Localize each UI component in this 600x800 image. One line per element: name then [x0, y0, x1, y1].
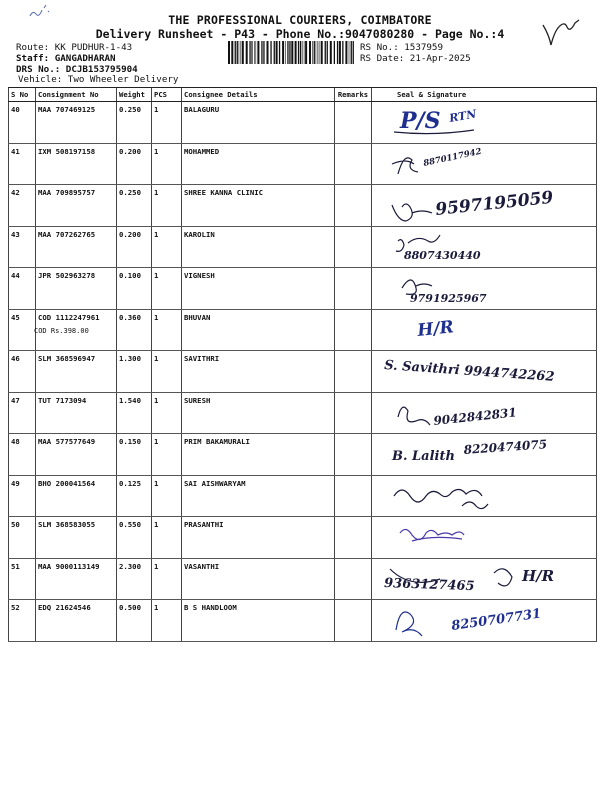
cell-sno-text: 44 [11, 271, 20, 280]
cell-weight-text: 0.100 [119, 271, 141, 280]
signature-handwriting: 9791925967 [410, 292, 487, 305]
cell-consignee [182, 226, 335, 268]
handwritten-signature [372, 517, 597, 557]
signature-stroke [400, 529, 464, 539]
cell-consignment-text: BHO 200041564 [38, 478, 96, 488]
cell-signature [372, 185, 597, 227]
cell-signature [372, 102, 597, 144]
cell-consignment-text: SLM 368583055 [38, 520, 96, 529]
cell-sno [9, 392, 36, 434]
cell-weight-text: 0.125 [119, 478, 141, 488]
cell-weight-text: 0.500 [119, 603, 141, 612]
cell-consignment [36, 309, 117, 351]
drs-label: DRS No.: DCJB153795904 [16, 64, 138, 75]
cell-remarks [335, 351, 372, 393]
cell-pcs [152, 517, 182, 559]
cell-consignment-text: SLM 368596947 [38, 354, 96, 363]
cell-sno [9, 600, 36, 642]
cell-consignment-text: MAA 9000113149 [38, 561, 100, 571]
cell-pcs [152, 558, 182, 600]
cell-pcs [152, 600, 182, 642]
cell-sno-text: 46 [11, 354, 20, 363]
cell-remarks [335, 392, 372, 434]
cell-consignee [182, 102, 335, 144]
cell-weight [117, 143, 152, 185]
table-row [9, 434, 597, 476]
runsheet-title: Delivery Runsheet - P43 - Phone No.:9047080280 - Page No.:4 [95, 27, 505, 41]
cell-sno-text: 45 [11, 312, 20, 322]
cell-pcs-text: 1 [154, 354, 159, 363]
cell-pcs [152, 226, 182, 268]
cell-sno-text: 41 [11, 146, 20, 156]
table-row [9, 351, 597, 393]
cell-signature [372, 309, 597, 351]
cell-weight-text: 0.250 [119, 105, 141, 114]
rs-date: RS Date: 21-Apr-2025 [360, 53, 471, 64]
table-row [9, 600, 597, 642]
company-title: THE PROFESSIONAL COURIERS, COIMBATORE [168, 13, 432, 27]
vehicle-label: Vehicle: Two Wheeler Delivery [18, 74, 179, 85]
cell-sno [9, 517, 36, 559]
cell-signature [372, 351, 597, 393]
staff-label: Staff: GANGADHARAN [16, 53, 116, 64]
cell-weight [117, 517, 152, 559]
cell-consignee-text: PRASANTHI [184, 520, 224, 529]
cell-consignment [36, 351, 117, 393]
signature-handwriting: 9042842831 [432, 404, 518, 428]
table-row [9, 143, 597, 185]
handwritten-signature [372, 144, 597, 184]
cell-consignee-text: B S HANDLOOM [184, 603, 237, 612]
cod-amount: COD Rs.398.00 [34, 326, 89, 335]
col-header-consignment: Consignment No [36, 88, 117, 102]
cell-pcs-text: 1 [154, 437, 159, 446]
cell-pcs [152, 309, 182, 351]
cell-pcs-text: 1 [154, 395, 159, 405]
cell-weight-text: 0.200 [119, 229, 141, 239]
signature-stroke [462, 502, 488, 509]
cell-consignee-text: SAI AISHWARYAM [184, 478, 246, 488]
cell-signature [372, 226, 597, 268]
cell-consignee [182, 517, 335, 559]
signature-stroke [394, 489, 482, 502]
cell-signature [372, 268, 597, 310]
cell-consignment-text: EDQ 21624546 [38, 603, 91, 612]
cell-weight [117, 558, 152, 600]
col-header-sno: S No [9, 88, 36, 102]
cell-remarks [335, 268, 372, 310]
rs-number: RS No.: 1537959 [360, 42, 443, 53]
cell-consignment-text: IXM 508197158 [38, 146, 96, 156]
cell-sno [9, 102, 36, 144]
cell-pcs-text: 1 [154, 105, 159, 114]
signature-handwriting: H/R [416, 316, 455, 341]
cell-signature [372, 434, 597, 476]
table-row [9, 558, 597, 600]
cell-signature [372, 392, 597, 434]
cell-consignee-text: SHREE KANNA CLINIC [184, 188, 264, 197]
cell-consignment [36, 600, 117, 642]
cell-weight [117, 226, 152, 268]
cell-sno-text: 47 [11, 395, 20, 405]
cell-weight [117, 392, 152, 434]
table-row [9, 226, 597, 268]
handwritten-signature [372, 102, 597, 142]
cell-weight [117, 102, 152, 144]
cell-sno-text: 42 [11, 188, 20, 197]
cell-remarks [335, 558, 372, 600]
barcode [228, 41, 354, 64]
cell-consignee [182, 143, 335, 185]
cell-pcs-text: 1 [154, 312, 159, 322]
cell-remarks [335, 475, 372, 517]
handwritten-signature [372, 559, 597, 599]
cell-consignee-text: SAVITHRI [184, 354, 220, 363]
handwritten-signature [372, 227, 597, 267]
cell-consignment [36, 226, 117, 268]
cell-pcs-text: 1 [154, 561, 159, 571]
cell-remarks [335, 102, 372, 144]
cell-pcs [152, 475, 182, 517]
cell-pcs [152, 392, 182, 434]
handwritten-signature [372, 434, 597, 474]
cell-sno-text: 49 [11, 478, 20, 488]
cell-pcs [152, 185, 182, 227]
cell-consignment [36, 268, 117, 310]
signature-handwriting: 9363127465 [383, 575, 475, 594]
cell-consignment-text: MAA 577577649 [38, 437, 96, 446]
table-header-row [9, 88, 597, 102]
table-row [9, 517, 597, 559]
cell-weight-text: 2.300 [119, 561, 141, 571]
cell-pcs-text: 1 [154, 520, 159, 529]
handwritten-signature [372, 600, 597, 640]
cell-consignee-text: MOHAMMED [184, 146, 220, 156]
signature-stroke [398, 407, 430, 425]
signature-stroke [412, 537, 462, 541]
handwritten-signature [372, 351, 597, 391]
cell-consignment-text: MAA 709895757 [38, 188, 96, 197]
cell-pcs [152, 434, 182, 476]
cell-consignee-text: PRIM BAKAMURALI [184, 437, 250, 446]
cell-consignee [182, 475, 335, 517]
table-row [9, 309, 597, 351]
cell-sno [9, 185, 36, 227]
cell-weight [117, 434, 152, 476]
cell-sno [9, 475, 36, 517]
table-row [9, 268, 597, 310]
cell-sno-text: 51 [11, 561, 20, 571]
cell-consignee-text: BALAGURU [184, 105, 220, 114]
cell-signature [372, 475, 597, 517]
cell-consignee [182, 185, 335, 227]
handwritten-signature [372, 310, 597, 350]
cell-pcs-text: 1 [154, 188, 159, 197]
cell-weight-text: 0.550 [119, 520, 141, 529]
cell-consignment-text: TUT 7173094 [38, 395, 87, 405]
cell-remarks [335, 517, 372, 559]
signature-handwriting: P/S [400, 108, 441, 134]
signature-handwriting: 8250707731 [450, 606, 543, 634]
cell-consignee [182, 268, 335, 310]
cell-consignee-text: SURESH [184, 395, 211, 405]
signature-stroke [396, 235, 440, 251]
cell-consignment [36, 185, 117, 227]
cell-remarks [335, 309, 372, 351]
cell-pcs [152, 143, 182, 185]
col-header-signature: Seal & Signature [372, 88, 597, 102]
cell-sno [9, 351, 36, 393]
cell-consignee-text: VASANTHI [184, 561, 220, 571]
cell-sno-text: 48 [11, 437, 20, 446]
cell-consignment [36, 558, 117, 600]
signature-handwriting: 8220474075 [463, 437, 548, 457]
cell-signature [372, 600, 597, 642]
cell-consignee [182, 434, 335, 476]
cell-signature [372, 143, 597, 185]
col-header-consignee: Consignee Details [182, 88, 335, 102]
cell-weight [117, 185, 152, 227]
signature-stroke [392, 157, 418, 173]
handwritten-signature [372, 476, 597, 516]
cell-signature [372, 558, 597, 600]
cell-consignee-text: KAROLIN [184, 229, 215, 239]
cell-sno [9, 143, 36, 185]
cell-pcs-text: 1 [154, 478, 159, 488]
cell-remarks [335, 143, 372, 185]
cell-consignment-text: COD 1112247961 [38, 312, 100, 322]
cell-consignment [36, 434, 117, 476]
cell-remarks [335, 600, 372, 642]
cell-pcs [152, 102, 182, 144]
cell-weight [117, 600, 152, 642]
cell-consignment [36, 517, 117, 559]
signature-handwriting: B. Lalith [392, 449, 455, 464]
signature-handwriting: 9597195059 [434, 187, 555, 220]
col-header-pcs: PCS [152, 88, 182, 102]
table-row [9, 392, 597, 434]
col-header-remarks: Remarks [335, 88, 372, 102]
cell-consignment-text: JPR 502963278 [38, 271, 96, 280]
signature-handwriting: H/R [522, 566, 555, 585]
cell-weight-text: 0.150 [119, 437, 141, 446]
cell-consignee [182, 392, 335, 434]
route-label: Route: KK PUDHUR-1-43 [16, 42, 133, 53]
cell-consignment [36, 392, 117, 434]
cell-consignee [182, 558, 335, 600]
table-row [9, 475, 597, 517]
cell-pcs-text: 1 [154, 603, 159, 612]
runsheet-table [8, 87, 597, 642]
handwritten-signature [372, 268, 597, 308]
cell-consignee [182, 351, 335, 393]
table-row [9, 185, 597, 227]
cell-sno [9, 558, 36, 600]
signature-handwriting: RTN [448, 107, 478, 125]
signature-handwriting: 8870117942 [422, 146, 483, 169]
cell-pcs-text: 1 [154, 271, 159, 280]
cell-weight-text: 1.540 [119, 395, 141, 405]
signature-stroke [390, 568, 512, 585]
table-row [9, 102, 597, 144]
cell-consignment [36, 143, 117, 185]
cell-consignee-text: BHUVAN [184, 312, 211, 322]
cell-pcs-text: 1 [154, 146, 159, 156]
signature-stroke [402, 280, 432, 294]
cell-weight-text: 0.250 [119, 188, 141, 197]
cell-consignee [182, 600, 335, 642]
cell-sno-text: 52 [11, 603, 20, 612]
cell-pcs [152, 351, 182, 393]
cell-consignee [182, 309, 335, 351]
cell-weight-text: 0.360 [119, 312, 141, 322]
cell-weight-text: 1.300 [119, 354, 141, 363]
cell-sno-text: 50 [11, 520, 20, 529]
cell-consignment-text: MAA 707469125 [38, 105, 96, 114]
cell-pcs-text: 1 [154, 229, 159, 239]
handwritten-signature [372, 185, 597, 225]
cell-sno-text: 43 [11, 229, 20, 239]
cell-sno [9, 309, 36, 351]
cell-sno-text: 40 [11, 105, 20, 114]
cell-sno [9, 268, 36, 310]
cell-sno [9, 434, 36, 476]
cell-weight-text: 0.200 [119, 146, 141, 156]
cell-remarks [335, 185, 372, 227]
col-header-weight: Weight [117, 88, 152, 102]
cell-sno [9, 226, 36, 268]
cell-weight [117, 475, 152, 517]
cell-consignment [36, 475, 117, 517]
signature-stroke [394, 130, 474, 134]
cell-signature [372, 517, 597, 559]
signature-handwriting: 8807430440 [404, 248, 481, 262]
cell-weight [117, 268, 152, 310]
handwritten-signature [372, 393, 597, 433]
signature-handwriting: S. Savithri 9944742262 [383, 358, 555, 385]
signature-stroke [392, 204, 432, 221]
cell-remarks [335, 434, 372, 476]
cell-consignment [36, 102, 117, 144]
signature-stroke [396, 612, 422, 636]
cell-consignee-text: VIGNESH [184, 271, 215, 280]
cell-weight [117, 351, 152, 393]
cell-pcs [152, 268, 182, 310]
cell-remarks [335, 226, 372, 268]
cell-consignment-text: MAA 707262765 [38, 229, 96, 239]
cell-weight [117, 309, 152, 351]
